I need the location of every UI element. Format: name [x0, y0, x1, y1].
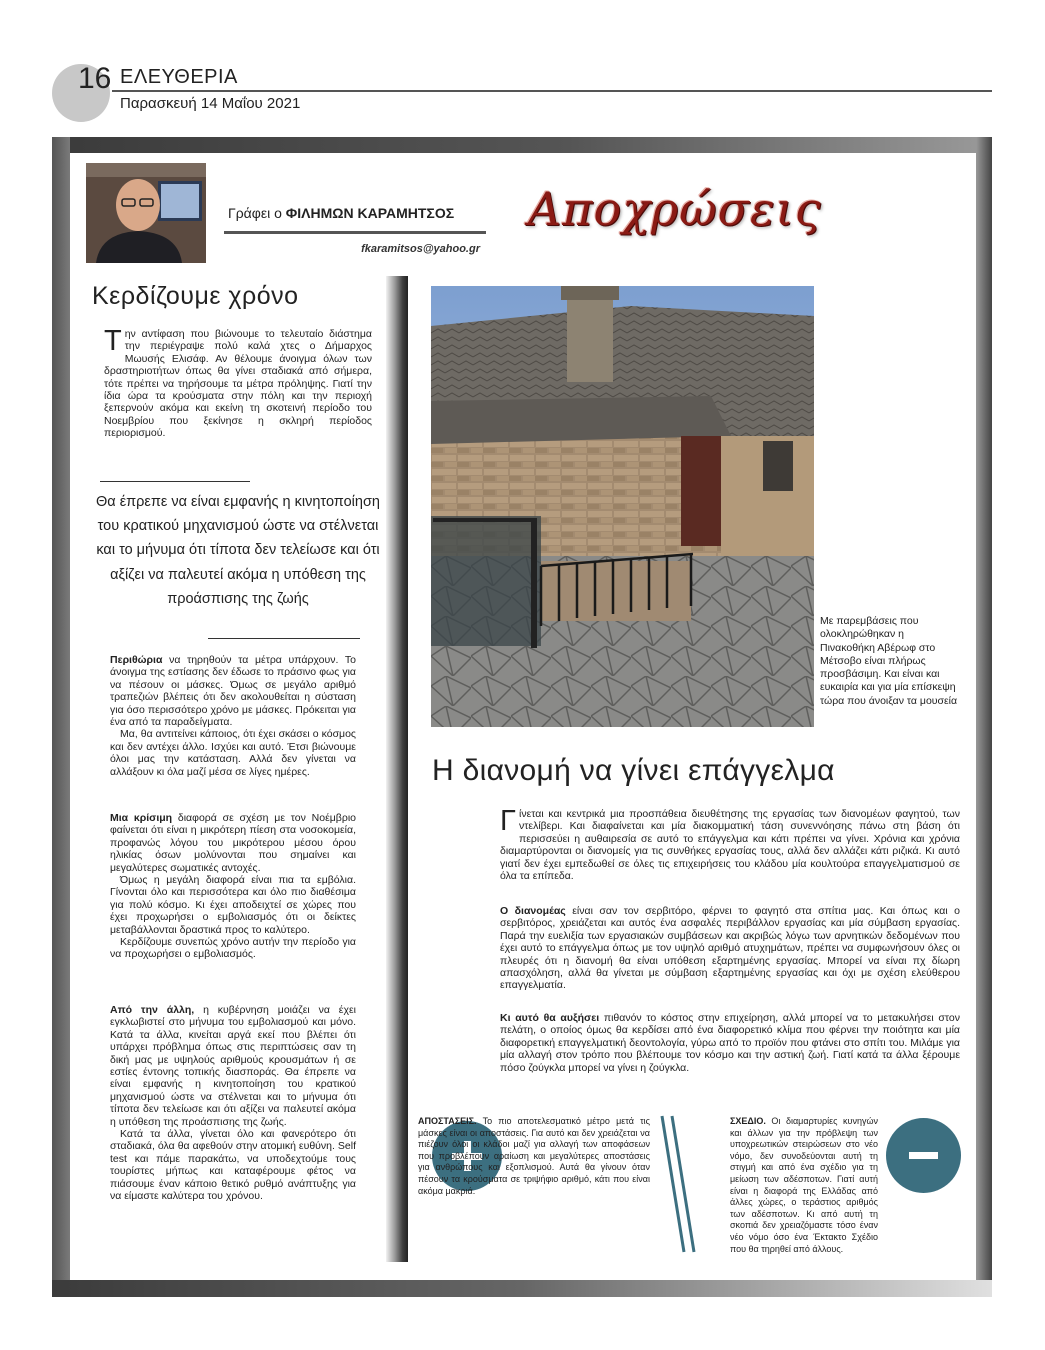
right-article-section-1	[500, 805, 960, 883]
author-email[interactable]: fkaramitsos@yahoo.gr	[361, 243, 480, 255]
paragraph-text: πιθανόν το κόστος στην επιχείρηση, αλλά μπορεί να το μετακυλήσει στον πελάτη, ο οποίος όμως θα κερδίσει από ένα διαφορετικό κλίμα που φέρνει την ποιότητα και μία διαφορετική επαγγελματική δεοντολογία, γύρω από το προϊόν που φτάνει στο σπίτι του. Μιλάμε για μία αλλαγή στον τρόπο που βλέπουμε τον κόσμο και την αστική ζωή. Γιατί κατά τα άλλα ξέρουμε πόσο ζούγκλα μπορεί να γίνει η ζούγκλα.	[500, 1012, 960, 1074]
byline-prefix: Γράφει ο	[228, 205, 282, 221]
paragraph	[110, 812, 356, 874]
photo-caption: Με παρεμβάσεις που ολοκληρώθηκαν η Πινακοθήκη Αβέρωφ στο Μέτσοβο είναι πλήρως προσβάσιμη. Και είναι και ευκαιρία και για μία επίσκεψη τώρα που άνοιξαν τα μουσεία	[820, 615, 958, 707]
header-rule	[112, 90, 992, 92]
dropcap: Τ	[104, 325, 122, 357]
left-article-intro	[104, 325, 372, 440]
dropcap: Γ	[500, 805, 516, 837]
paragraph-text: να τηρηθούν τα μέτρα υπάρχουν. Το άνοιγμα της εστίασης δεν έδωσε το πράσινο φως για να πέσουν οι μάσκες. Όμως σε μεγάλο αριθμό τραπεζιών βλέπεις ότι δεν ακολουθείται η σύσταση για όσο περισσότερο χρόνο με μάσκες. Πρόκειται για ένα από τα παραδείγματα.	[110, 654, 356, 729]
paragraph-lead: Μια κρίσιμη	[110, 812, 173, 824]
paragraph: Όμως η μεγάλη διαφορά είναι πια τα εμβόλια. Γίνονται όλο και περισσότερα και όλο πιο διαθέσιμα για πολύ κόσμο. Κι έχει αποδειχτεί σε χώρες που έχει προχωρήσει ο εμβολιασμός ότι οι δείκτες μεταβάλλονται δραστικά προς το καλύτερο.	[110, 874, 356, 936]
paragraph-text: είναι σαν τον σερβιτόρο, φέρνει το φαγητό στα σπίτια μας. Και όπως και ο σερβιτόρος, χρειάζεται και αυτός ένα ασφαλές περιβάλλον εργασίας και μία σύμβαση εργασίας. Παρά την ευελιξία των εργασιακών συμβάσεων και ακριβώς λόγω των αρνητικών δεδομένων που έχει αυτό το επάγγελμα όπως με τον υψηλό αριθμό ατυχημάτων, πρέπει να συμφωνήσουν όλες οι πλευρές ότι η διανομή θα είναι υπόθεση εξαρτημένης εργασίας. Μπορεί να είναι πχ δίωρη απασχόληση, αλλά θα γίνεται με σύμβαση εξαρτημένης εργασίας και όχι με σχέση ελεύθερου επαγγελματία.	[500, 905, 961, 992]
paragraph	[500, 905, 960, 992]
paragraph	[110, 654, 356, 728]
plus-box-text	[418, 1116, 650, 1197]
paragraph-lead: Από την άλλη,	[110, 1004, 195, 1016]
paragraph-text: η κυβέρνηση μοιάζει να έχει εγκλωβιστεί στο μήνυμα του εμβολιασμού και μόνο. Κατά τα άλλα, κινείται αργά εκεί που βλέπει ότι υπάρχει πρόβλημα όπως στις περιπτώσεις σαν τη δική μας με υψηλούς αριθμούς κρουσμάτων ή σε εστίες έντονης τοπικής διασποράς. Θα έπρεπε να είναι εμφανής η κινητοποίηση του κρατικού μηχανισμού ώστε να στέλνεται και το μήνυμα ότι τίποτα δεν τελείωσε και ότι αξίζει να παλευτεί ακόμα η υπόθεση της προάσπισης της ζωής.	[110, 1004, 356, 1128]
paragraph-lead: Περιθώρια	[110, 654, 163, 666]
right-article-section-2	[500, 905, 960, 992]
minus-box-body: Οι διαμαρτυρίες κυνηγών και άλλων για την πρόβλεψη των υποχρεωτικών στειρώσεων στο νέο νόμο, δεν συνοδεύονται αυτή τη στιγμή και από ένα σχέδιο για τη μείωση των αδέσποτων. Γιατί αυτή είναι η διαφορά της Ελλάδας από άλλες χώρες, ο τεράστιος αριθμός των αδέσποτων. Κι από αυτή τη σκοπιά δεν χρειαζόμαστε τόσο έναν νέο νόμο όσο ένα Έκτακτο Σχέδιο που θα τηρηθεί από άλλους.	[730, 1116, 878, 1254]
author-name: ΦΙΛΗΜΩΝ ΚΑΡΑΜΗΤΣΟΣ	[285, 205, 455, 221]
frame-left-bar	[52, 137, 70, 1297]
paragraph: Κατά τα άλλα, γίνεται όλο και φανερότερο ότι σταδιακά, όλα θα αφεθούν στην ατομική ευθύνη. Self test και πάμε παρακάτω, να υποδεχτούμε τους τουρίστες μήπως και καταφέρουμε φέτος να πιάσουμε έναν κάποιο θετικό ρυθμό ανάπτυξης για να είμαστε καλύτερα του χρόνου.	[110, 1128, 356, 1203]
column-divider	[386, 276, 408, 1262]
minus-box-text	[730, 1116, 878, 1255]
page-number: 16	[78, 62, 112, 95]
left-article-headline: Κερδίζουμε χρόνο	[92, 282, 299, 310]
pull-quote-rule-top	[100, 481, 250, 482]
intro-text: ην αντίφαση που βιώνουμε το τελευταίο διάστημα την περιέγραψε πολύ καλά χτες ο Δήμαρχος Μωυσής Ελισάφ. Αν θέλουμε άνοιγμα όλων των δραστηριοτήτων όπως θα γίνει σταδιακά από σήμερα, τότε πρέπει να τηρήσουμε τα μέτρα πρόληψης. Γιατί την ίδια ώρα τα κρούσματα στην πόλη και την περιοχή ξεπερνούν ακόμα και εκείνη τη σκοτεινή περίοδο του Νοεμβρίου που ξεκίνησε η σκληρή περίοδος περιορισμού.	[104, 328, 372, 440]
pull-quote-rule-bottom	[208, 638, 360, 639]
paragraph-lead: Κι αυτό θα αυξήσει	[500, 1012, 600, 1024]
plus-box-lead: ΑΠΟΣΤΑΣΕΙΣ.	[418, 1116, 477, 1126]
right-article-section-3	[500, 1012, 960, 1074]
byline	[228, 205, 454, 221]
paragraph-text: ίνεται και κεντρικά μια προσπάθεια διευθέτησης της εργασίας των διανομέων φαγητού, των ντελίβερι. Και διαφαίνεται και μία διακομματική τάση συνεννόησης πάνω στη βάση ότι περισσεύει η αυθαιρεσία σε αυτό το επάγγελμα και κάτι πρέπει να γίνει. Χρόνια και χρόνια διαμαρτύρονται οι διανομείς για τις συνθήκες εργασίας τους, αλλά δεν αλλάζει κάτι ριζικά. Κι αυτό γιατί δεν έχει εμπεδωθεί σε όλες τις επιχειρήσεις του κλάδου μία κουλτούρα επαγγελματισμού σε όλα τα επίπεδα.	[500, 808, 960, 883]
author-photo	[86, 163, 206, 263]
left-article-section-2	[110, 812, 356, 961]
pull-quote: Θα έπρεπε να είναι εμφανής η κινητοποίηση του κρατικού μηχανισμού ώστε να στέλνεται και το μήνυμα ότι τίποτα δεν τελείωσε και ότι αξίζει να παλευτεί ακόμα η υπόθεση της προάσπισης της ζωής	[96, 494, 380, 607]
byline-rule	[224, 231, 486, 234]
newspaper-name: ΕΛΕΥΘΕΡΙΑ	[120, 66, 238, 88]
frame-top-bar	[52, 137, 992, 153]
plus-box-body: Το πιο αποτελεσματικό μέτρο μετά τις μάσκες είναι οι αποστάσεις. Για αυτό και δεν χρειάζεται να πιέζουν όλοι οι κλάδοι μαζί για αλλαγή των αποφάσεων που προβλέπουν αραίωση και μεγαλύτερες αποστάσεις για ανθρώπους και εξοπλισμού. Αυτά θα γίνουν όταν πέσουν τα κρούσματα σε τριψήφιο αριθμό, κάτι που είναι ακόμα μακριά.	[418, 1116, 650, 1196]
paragraph: Κερδίζουμε συνεπώς χρόνο αυτήν την περίοδο για να προχωρήσει ο εμβολιασμός.	[110, 936, 356, 961]
frame-bottom-bar	[52, 1280, 992, 1297]
paragraph	[500, 1012, 960, 1074]
minus-icon	[886, 1118, 961, 1193]
museum-photo	[431, 286, 814, 727]
frame-right-bar	[976, 137, 992, 1297]
right-article-headline: Η διανομή να γίνει επάγγελμα	[432, 754, 835, 787]
issue-date: Παρασκευή 14 Μαΐου 2021	[120, 95, 301, 112]
left-article-section-3	[110, 1004, 356, 1203]
column-logo: Αποχρώσεις	[528, 182, 822, 236]
paragraph: Μα, θα αντιτείνει κάποιος, ότι έχει σκάσει ο κόσμος και δεν αντέχει άλλο. Ισχύει και αυτό. Έτσι βιώνουμε όλοι μας την κατάσταση. Αλλά δεν γίνεται να αλλάξουν κι όλα μαζί μέσα σε λίγες ημέρες.	[110, 728, 356, 778]
minus-box-lead: ΣΧΕΔΙΟ.	[730, 1116, 766, 1126]
author-portrait-image	[86, 163, 206, 263]
double-slash-divider-icon	[652, 1114, 700, 1254]
left-article-section-1	[110, 654, 356, 778]
paragraph	[110, 1004, 356, 1128]
museum-courtyard-image	[431, 286, 814, 727]
paragraph-text: διαφορά σε σχέση με τον Νοέμβριο φαίνεται ότι είναι η μικρότερη πίεση στα νοσοκομεία, προφανώς λόγου του μικρότερου μέσου όρου ηλικίας όσων μολύνονται που σημαίνει και μεγαλύτερες σωματικές αντοχές.	[110, 812, 356, 874]
paragraph-lead: Ο διανομέας	[500, 905, 566, 917]
